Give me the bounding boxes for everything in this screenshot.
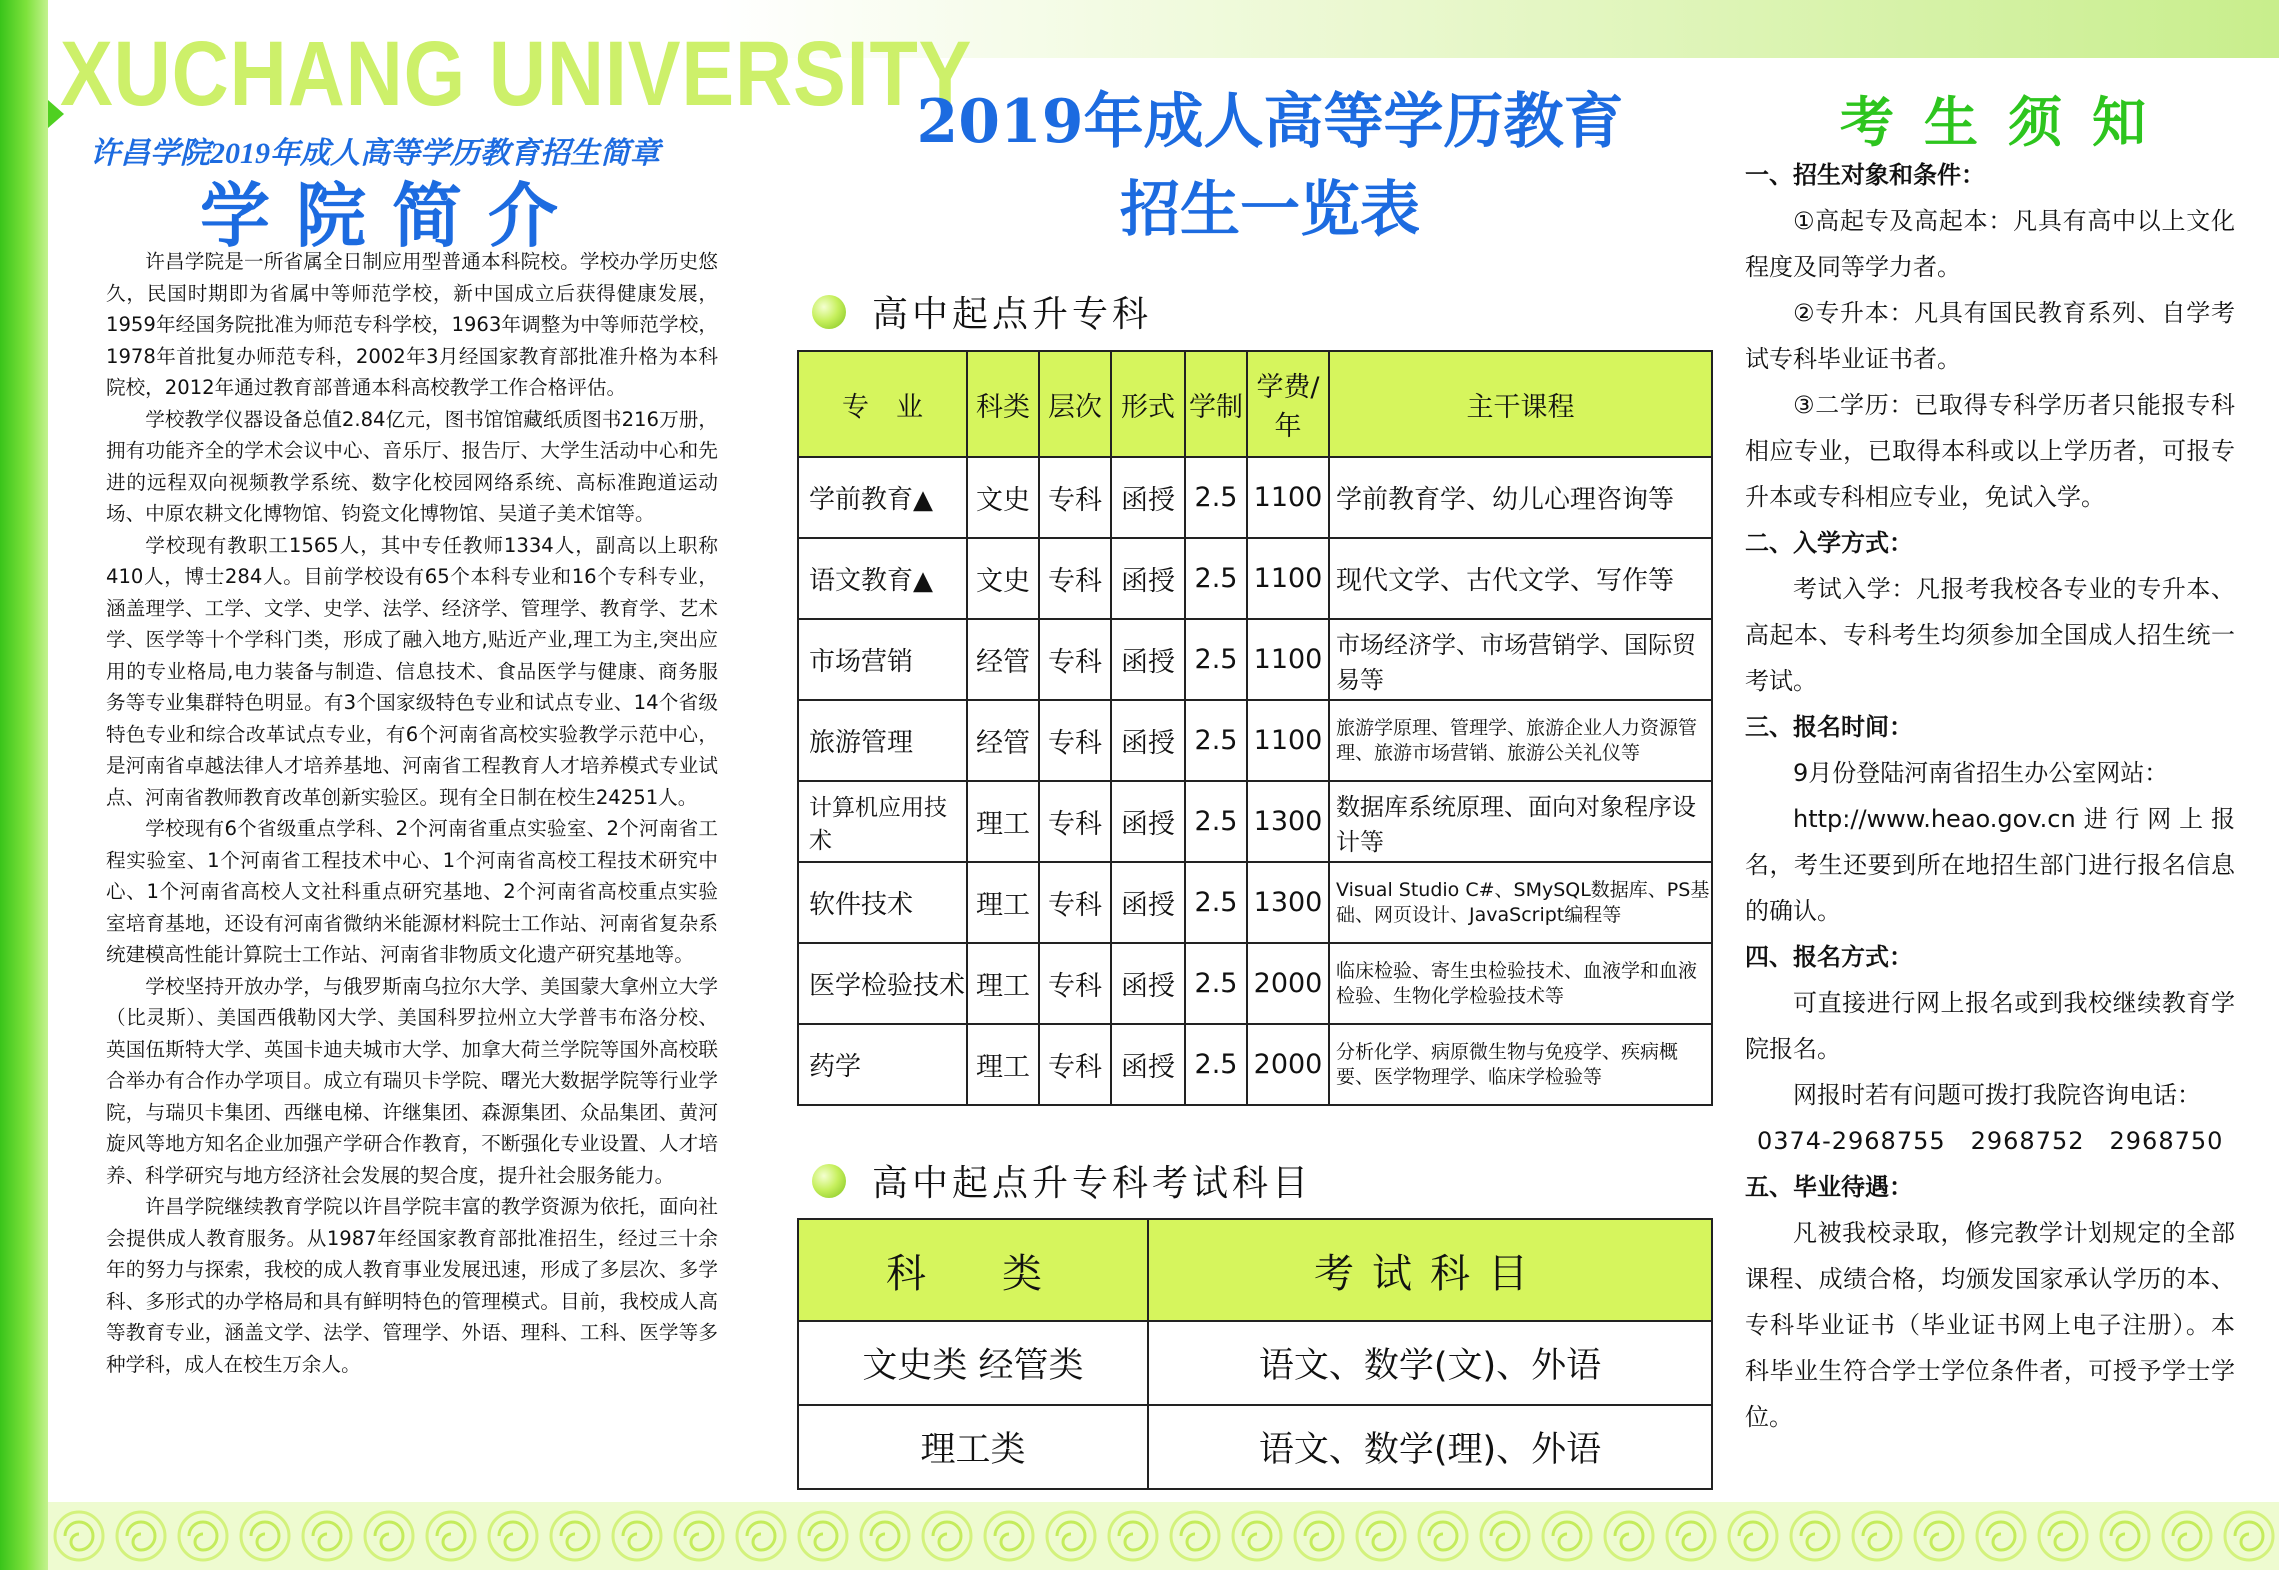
header-exam-subjects: 考试科目 [1148, 1219, 1712, 1321]
cell-duration: 2.5 [1185, 862, 1247, 943]
intro-paragraph: 学校现有教职工1565人，其中专任教师1334人，副高以上职称410人，博士284人。目前学校设有65个本科专业和16个专科专业，涵盖理学、工学、文学、史学、法学、经济学、管理学、教育学、艺术学、医学等十个学科门类，形成了融入地方,贴近产业,理工为主,突出应用的专业格局,电力装备与制造、信息技术、食品医学与健康、商务服务等专业集群特色明显。有3个国家级特色专业和试点专业、14个省级特色专业和综合改革试点专业，有6个河南省高校实验教学示范中心，是河南省卓越法律人才培养基地、河南省工程教育人才培养模式专业试点、河南省教师教育改革创新实验区。现有全日制在校生24251人。 [106, 533, 718, 809]
table-row [798, 781, 1712, 862]
cell-subject-category: 理工类 [798, 1405, 1148, 1489]
notice-s1-title: 一、招生对象和条件： [1745, 161, 1985, 189]
left-green-bar [0, 0, 48, 1570]
cell-courses: 学前教育学、幼儿心理咨询等 [1329, 457, 1712, 538]
cell-exam-subjects: 语文、数学(理)、外语 [1148, 1405, 1712, 1489]
cell-major: 语文教育▲ [798, 538, 967, 619]
cell-duration: 2.5 [1185, 619, 1247, 700]
university-brand-name: XUCHANG UNIVERSITY [60, 23, 973, 125]
table-row [798, 1321, 1712, 1405]
notice-s1-item: ②专升本：凡具有国民教育系列、自学考试专科毕业证书者。 [1745, 299, 2235, 373]
cell-duration: 2.5 [1185, 700, 1247, 781]
table-row [798, 943, 1712, 1024]
cell-duration: 2.5 [1185, 1024, 1247, 1105]
notice-s3-url-text: http://www.heao.gov.cn进行网上报名，考生还要到所在地招生部门进行报名信息的确认。 [1745, 805, 2235, 925]
cell-level: 专科 [1039, 781, 1111, 862]
cell-tuition: 2000 [1247, 1024, 1329, 1105]
cell-major: 计算机应用技术 [798, 781, 967, 862]
header-duration: 学制 [1185, 351, 1247, 457]
program-section-heading [812, 286, 1152, 337]
exam-table [797, 1218, 1713, 1490]
cell-category: 理工 [967, 1024, 1039, 1105]
cell-major: 医学检验技术 [798, 943, 967, 1024]
notice-s5-title: 五、毕业待遇： [1745, 1173, 1913, 1201]
cell-form: 函授 [1111, 862, 1185, 943]
program-table-header [798, 351, 1712, 457]
cell-tuition: 1300 [1247, 862, 1329, 943]
cell-level: 专科 [1039, 943, 1111, 1024]
cell-duration: 2.5 [1185, 538, 1247, 619]
green-ball-icon [812, 1164, 846, 1198]
notice-phone-numbers: 0374-2968755 2968752 2968750 [1757, 1127, 2224, 1155]
header-courses: 主干课程 [1329, 351, 1712, 457]
cell-form: 函授 [1111, 700, 1185, 781]
notice-s5-text: 凡被我校录取，修完教学计划规定的全部课程、成绩合格，均颁发国家承认学历的本、专科毕业证书（毕业证书网上电子注册）。本科毕业生符合学士学位条件者，可授予学士学位。 [1745, 1219, 2235, 1431]
header-tuition: 学费/年 [1247, 351, 1329, 457]
enrollment-title [790, 78, 1750, 254]
intro-text [106, 246, 718, 1380]
cell-form: 函授 [1111, 781, 1185, 862]
table-row [798, 538, 1712, 619]
brochure-subtitle: 许昌学院2019年成人高等学历教育招生简章 [90, 137, 660, 170]
notice-s1-item: ③二学历：已取得专科学历者只能报专科相应专业，已取得本科或以上学历者，可报专升本或专科相应专业，免试入学。 [1745, 391, 2235, 511]
cell-courses: Visual Studio C#、SMySQL数据库、PS基础、网页设计、JavaScript编程等 [1329, 862, 1712, 943]
cell-major: 软件技术 [798, 862, 967, 943]
notice-s2-text: 考试入学：凡报考我校各专业的专升本、高起本、专科考生均须参加全国成人招生统一考试。 [1745, 575, 2235, 695]
cell-form: 函授 [1111, 1024, 1185, 1105]
table-row [798, 862, 1712, 943]
cell-level: 专科 [1039, 1024, 1111, 1105]
cell-courses: 市场经济学、市场营销学、国际贸易等 [1329, 619, 1712, 700]
cell-major: 学前教育▲ [798, 457, 967, 538]
program-section-title: 高中起点升专科 [872, 294, 1153, 335]
cell-courses: 现代文学、古代文学、写作等 [1329, 538, 1712, 619]
header-major: 专 业 [798, 351, 967, 457]
cell-duration: 2.5 [1185, 457, 1247, 538]
cell-tuition: 1100 [1247, 619, 1329, 700]
notice-hotline: 网报时若有问题可拨打我院咨询电话： [1793, 1081, 2201, 1109]
cell-tuition: 1300 [1247, 781, 1329, 862]
notice-text [1745, 152, 2235, 1440]
cell-category: 文史 [967, 457, 1039, 538]
green-ball-icon [812, 295, 846, 329]
cell-major: 市场营销 [798, 619, 967, 700]
table-row [798, 619, 1712, 700]
header-level: 层次 [1039, 351, 1111, 457]
table-row [798, 1405, 1712, 1489]
cell-tuition: 1100 [1247, 457, 1329, 538]
notice-s2-title: 二、入学方式： [1745, 529, 1913, 557]
exam-section-heading [812, 1155, 1312, 1206]
cell-level: 专科 [1039, 862, 1111, 943]
bottom-swirl-border [48, 1502, 2279, 1570]
cell-category: 理工 [967, 781, 1039, 862]
exam-section-title: 高中起点升专科考试科目 [872, 1163, 1313, 1204]
table-row [798, 700, 1712, 781]
cell-major: 旅游管理 [798, 700, 967, 781]
cell-form: 函授 [1111, 538, 1185, 619]
cell-major: 药学 [798, 1024, 967, 1105]
table-row [798, 1024, 1712, 1105]
cell-level: 专科 [1039, 619, 1111, 700]
swirl-pattern [48, 1502, 2279, 1570]
intro-paragraph: 学校现有6个省级重点学科、2个河南省重点实验室、2个河南省工程实验室、1个河南省工程技术中心、1个河南省高校工程技术研究中心、1个河南省高校人文社科重点研究基地、2个河南省高校重点实验室培育基地，还设有河南省微纳米能源材料院士工作站、河南省复杂系统建模高性能计算院士工作站、河南省非物质文化遗产研究基地等。 [106, 817, 718, 966]
cell-subject-category: 文史类 经管类 [798, 1321, 1148, 1405]
cell-category: 文史 [967, 538, 1039, 619]
intro-paragraph: 许昌学院继续教育学院以许昌学院丰富的教学资源为依托，面向社会提供成人教育服务。从1987年经国家教育部批准招生，经过三十余年的努力与探索，我校的成人教育事业发展迅速，形成了多层次、多学科、多形式的办学格局和具有鲜明特色的管理模式。目前，我校成人高等教育专业，涵盖文学、法学、管理学、外语、理科、工科、医学等多种学科，成人在校生万余人。 [106, 1195, 718, 1376]
intro-paragraph: 学校教学仪器设备总值2.84亿元，图书馆馆藏纸质图书216万册，拥有功能齐全的学术会议中心、音乐厅、报告厅、大学生活动中心和先进的远程双向视频教学系统、数字化校园网络系统、高标准跑道运动场、中原农耕文化博物馆、钧瓷文化博物馆、吴道子美术馆等。 [106, 407, 718, 525]
program-table [797, 350, 1713, 1106]
cell-courses: 旅游学原理、管理学、旅游企业人力资源管理、旅游市场营销、旅游公关礼仪等 [1329, 700, 1712, 781]
cell-form: 函授 [1111, 943, 1185, 1024]
notice-s3-title: 三、报名时间： [1745, 713, 1913, 741]
cell-tuition: 1100 [1247, 700, 1329, 781]
cell-exam-subjects: 语文、数学(文)、外语 [1148, 1321, 1712, 1405]
cell-level: 专科 [1039, 457, 1111, 538]
cell-tuition: 1100 [1247, 538, 1329, 619]
header-category: 科类 [967, 351, 1039, 457]
header-form: 形式 [1111, 351, 1185, 457]
notice-s4-title: 四、报名方式： [1745, 943, 1913, 971]
cell-form: 函授 [1111, 457, 1185, 538]
cell-category: 经管 [967, 700, 1039, 781]
notice-title: 考生须知 [1840, 91, 2176, 154]
cell-form: 函授 [1111, 619, 1185, 700]
cell-category: 理工 [967, 862, 1039, 943]
cell-level: 专科 [1039, 538, 1111, 619]
cell-level: 专科 [1039, 700, 1111, 781]
notice-s4-text: 可直接进行网上报名或到我校继续教育学院报名。 [1745, 989, 2235, 1063]
enrollment-title-line1: 2019年成人高等学历教育 [916, 87, 1624, 157]
cell-courses: 临床检验、寄生虫检验技术、血液学和血液检验、生物化学检验技术等 [1329, 943, 1712, 1024]
cell-category: 理工 [967, 943, 1039, 1024]
header-subject-category: 科 类 [798, 1219, 1148, 1321]
cell-duration: 2.5 [1185, 943, 1247, 1024]
intro-paragraph: 许昌学院是一所省属全日制应用型普通本科院校。学校办学历史悠久，民国时期即为省属中等师范学校，新中国成立后获得健康发展，1959年经国务院批准为师范专科学校，1963年调整为中等师范学校，1978年首批复办师范专科，2002年3月经国家教育部批准升格为本科院校，2012年通过教育部普通本科高校教学工作合格评估。 [106, 250, 718, 399]
table-row [798, 457, 1712, 538]
intro-paragraph: 学校坚持开放办学，与俄罗斯南乌拉尔大学、美国蒙大拿州立大学（比灵斯）、美国西俄勒冈大学、美国科罗拉州立大学普韦布洛分校、英国伍斯特大学、英国卡迪夫城市大学、加拿大荷兰学院等国外高校联合举办有合作办学项目。成立有瑞贝卡学院、曙光大数据学院等行业学院，与瑞贝卡集团、西继电梯、许继集团、森源集团、众品集团、黄河旋风等地方知名企业加强产学研合作教育，不断强化专业设置、人才培养、科学研究与地方经济社会发展的契合度，提升社会服务能力。 [106, 974, 718, 1187]
exam-table-header [798, 1219, 1712, 1321]
cell-courses: 数据库系统原理、面向对象程序设计等 [1329, 781, 1712, 862]
notice-s3-text: 9月份登陆河南省招生办公室网站： [1793, 759, 2169, 787]
enrollment-title-line2: 招生一览表 [1120, 175, 1420, 245]
cell-courses: 分析化学、病原微生物与免疫学、疾病概要、医学物理学、临床学检验等 [1329, 1024, 1712, 1105]
notice-s1-item: ①高起专及高起本：凡具有高中以上文化程度及同等学力者。 [1745, 207, 2235, 281]
cell-duration: 2.5 [1185, 781, 1247, 862]
cell-tuition: 2000 [1247, 943, 1329, 1024]
intro-title: 学院简介 [200, 174, 584, 257]
cell-category: 经管 [967, 619, 1039, 700]
